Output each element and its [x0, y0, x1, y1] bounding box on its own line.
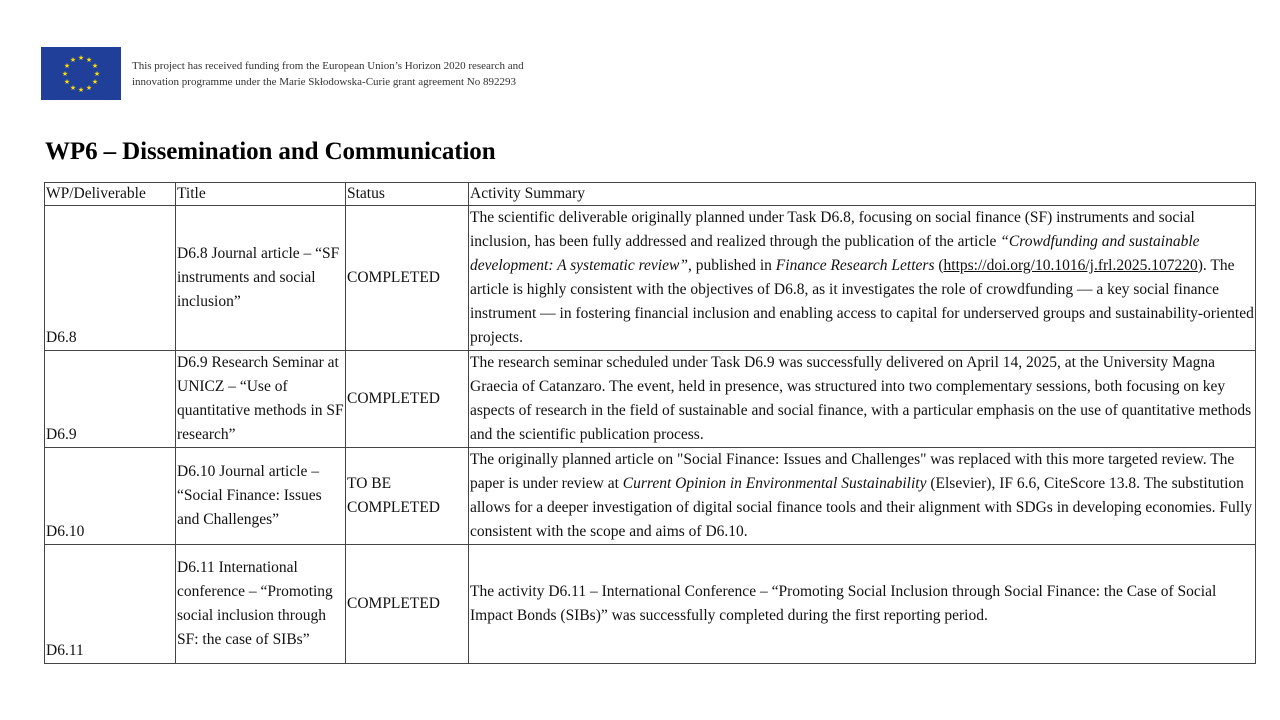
deliverable-title: D6.11 International conference – “Promoting social inclusion through SF: the case of SIBs” — [176, 545, 346, 664]
svg-text:★: ★ — [91, 78, 99, 86]
table-row — [45, 448, 1256, 545]
article-title: “Crowdfunding and sustainable development: A systematic review” — [470, 233, 1200, 274]
svg-text:★: ★ — [85, 84, 93, 92]
funding-banner — [41, 47, 572, 100]
status-badge: COMPLETED — [346, 545, 469, 664]
summary-text: (Elsevier), IF 6.6, CiteScore 13.8. The substitution allows for a deeper investigation of digital social finance tools and their alignment with SDGs in developing economies. Fully consistent with the scope and aims of D6.10. — [470, 475, 1253, 540]
svg-text:★: ★ — [77, 86, 85, 94]
svg-text:★: ★ — [91, 62, 99, 70]
table-row — [45, 351, 1256, 448]
deliverable-id: D6.8 — [45, 206, 176, 351]
svg-text:★: ★ — [69, 56, 77, 64]
svg-text:★: ★ — [63, 62, 71, 70]
deliverable-id: D6.10 — [45, 448, 176, 545]
journal-name: Current Opinion in Environmental Sustainability — [622, 475, 927, 492]
funding-statement — [132, 58, 572, 90]
activity-summary — [469, 206, 1256, 351]
funding-line-2: innovation programme under the Marie Skłodowska-Curie grant agreement No 892293 — [132, 75, 516, 88]
deliverable-id: D6.11 — [45, 545, 176, 664]
header-activity-summary: Activity Summary — [469, 183, 1256, 206]
table-header-row — [45, 183, 1256, 206]
deliverable-title: D6.10 Journal article – “Social Finance: Issues and Challenges” — [176, 448, 346, 545]
deliverable-id: D6.9 — [45, 351, 176, 448]
deliverables-table — [44, 182, 1256, 664]
table-row — [45, 545, 1256, 664]
summary-text: ). The article is highly consistent with the objectives of D6.8, as it investigates the role of crowdfunding — a key social finance instrument — in fostering financial inclusion and enabling access to capital for underserved groups and sustainability-oriented projects. — [470, 257, 1254, 346]
status-badge: COMPLETED — [346, 351, 469, 448]
summary-text: ( — [934, 257, 944, 274]
page-title: WP6 – Dissemination and Communication — [45, 138, 496, 165]
deliverable-title: D6.9 Research Seminar at UNICZ – “Use of quantitative methods in SF research” — [176, 351, 346, 448]
journal-name: Finance Research Letters — [775, 257, 935, 274]
table-row — [45, 206, 1256, 351]
summary-text: The scientific deliverable originally planned under Task D6.8, focusing on social finance (SF) instruments and social inclusion, has been fully addressed and realized through the publication of the article — [470, 209, 1195, 250]
eu-flag-icon — [41, 47, 121, 100]
summary-text: , published in — [687, 257, 776, 274]
svg-text:★: ★ — [69, 84, 77, 92]
svg-text:★: ★ — [61, 70, 69, 78]
funding-line-1: This project has received funding from the European Union’s Horizon 2020 research and — [132, 59, 524, 72]
deliverable-title: D6.8 Journal article – “SF instruments and social inclusion” — [176, 206, 346, 351]
svg-text:★: ★ — [63, 78, 71, 86]
doi-link[interactable]: https://doi.org/10.1016/j.frl.2025.107220 — [943, 257, 1198, 274]
summary-text: The originally planned article on "Social Finance: Issues and Challenges" was replaced with this more targeted review. The paper is under review at — [470, 451, 1235, 492]
header-title: Title — [176, 183, 346, 206]
activity-summary — [469, 448, 1256, 545]
header-wp-deliverable: WP/Deliverable — [45, 183, 176, 206]
header-status: Status — [346, 183, 469, 206]
svg-text:★: ★ — [77, 54, 85, 62]
status-badge: TO BE COMPLETED — [346, 448, 469, 545]
activity-summary: The research seminar scheduled under Task D6.9 was successfully delivered on April 14, 2025, at the University Magna Graecia of Catanzaro. The event, held in presence, was structured into two complementary sessions, both focusing on key aspects of research in the field of sustainable and social finance, with a particular emphasis on the use of quantitative methods and the scientific publication process. — [469, 351, 1256, 448]
svg-text:★: ★ — [93, 70, 101, 78]
svg-text:★: ★ — [85, 56, 93, 64]
status-badge: COMPLETED — [346, 206, 469, 351]
activity-summary: The activity D6.11 – International Conference – “Promoting Social Inclusion through Social Finance: the Case of Social Impact Bonds (SIBs)” was successfully completed during the first reporting period. — [469, 545, 1256, 664]
